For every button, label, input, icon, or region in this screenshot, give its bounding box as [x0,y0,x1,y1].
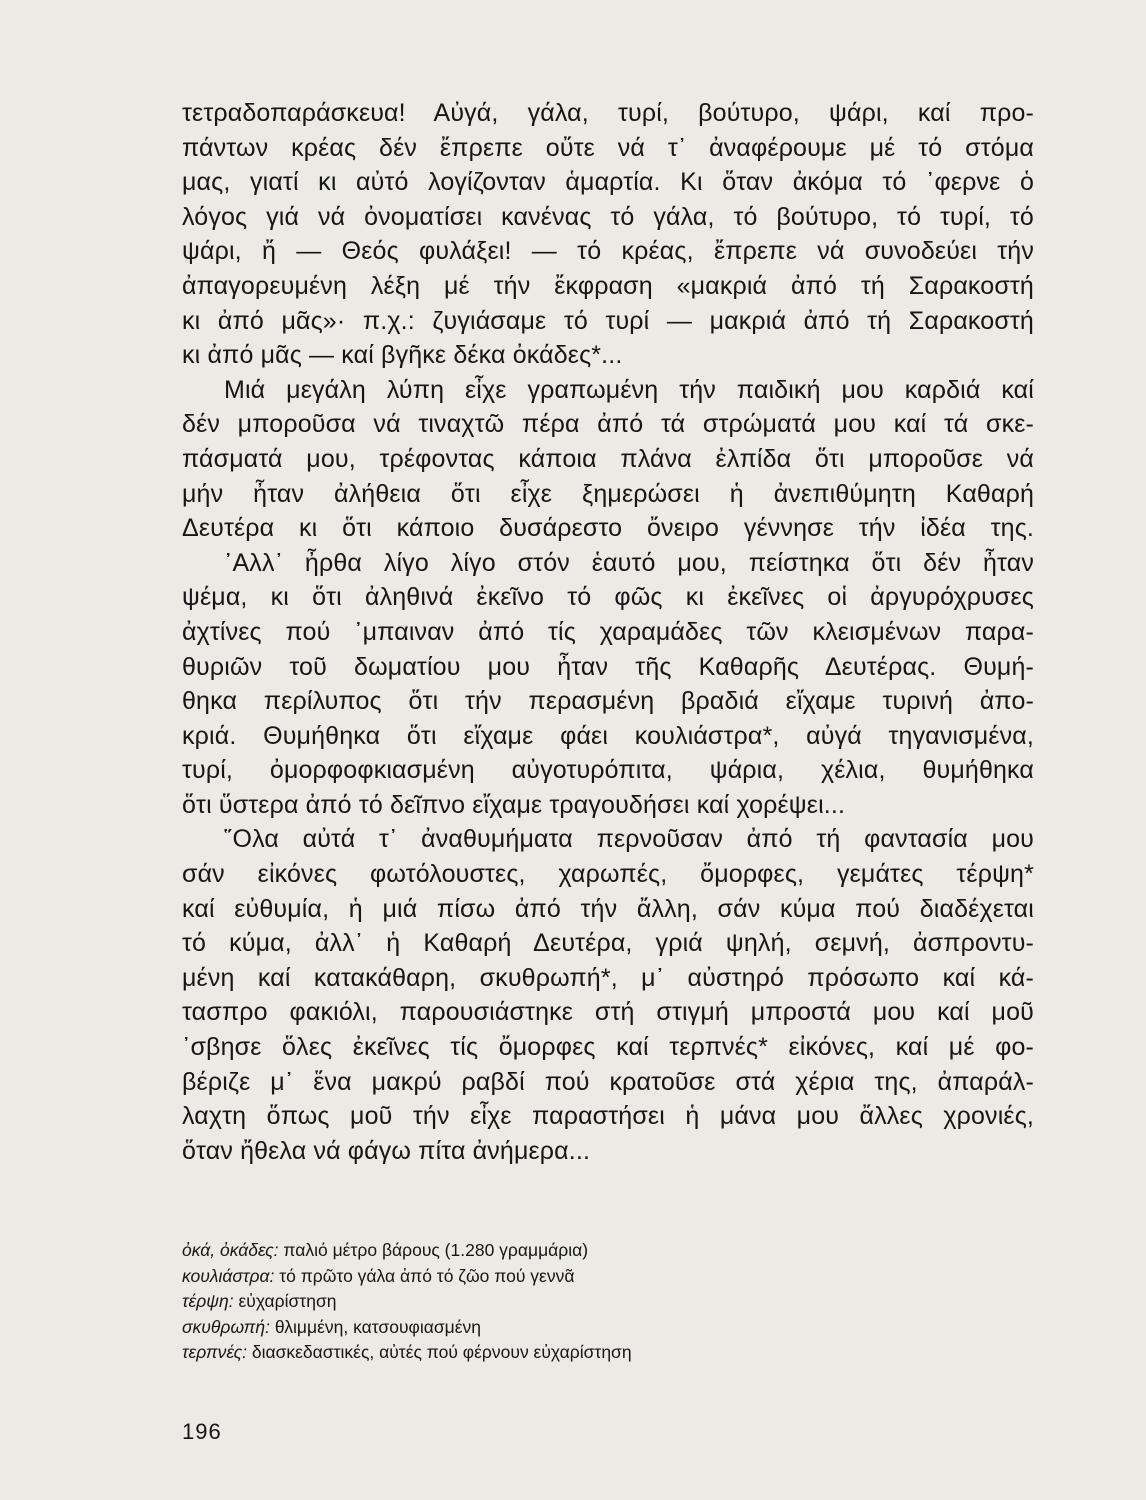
text-line: Μιά μεγάλη λύπη εἶχε γραπωμένη τήν παιδική μου καρδιά καί [224,375,1034,404]
footnote [182,1289,942,1315]
text-line: θυριῶν τοῦ δωματίου μου ἦταν τῆς Καθαρῆς Δευτέρας. Θυμή- [182,652,1034,681]
footnotes [182,1238,942,1366]
footnote-definition: διασκεδαστικές, αὐτές πού φέρνουν εὐχαρίστηση [251,1342,632,1362]
text-line: καί εὐθυμία, ἡ μιά πίσω ἀπό τήν ἄλλη, σάν κύμα πού διαδέχεται [182,894,1034,923]
text-line: ἀχτίνες πού ᾿μπαιναν ἀπό τίς χαραμάδες τῶν κλεισμένων παρα- [182,617,1034,646]
text-line: ἀπαγορευμένη λέξη μέ τήν ἔκφραση «μακριά ἀπό τή Σαρακοστή [182,271,1034,300]
text-line: σάν εἰκόνες φωτόλουστες, χαρωπές, ὄμορφες, γεμάτες τέρψη* [182,860,1034,889]
text-line: κι ἀπό μᾶς — καί βγῆκε δέκα ὀκάδες*... [182,341,623,370]
text-line: Δευτέρα κι ὅτι κάποιο δυσάρεστο ὄνειρο γέννησε τήν ἰδέα της. [182,514,1034,543]
text-line: τετραδοπαράσκευα! Αὐγά, γάλα, τυρί, βούτυρο, ψάρι, καί προ- [182,99,1034,127]
text-line: λόγος γιά νά ὀνοματίσει κανένας τό γάλα, τό βούτυρο, τό τυρί, τό [182,202,1034,231]
footnote [182,1340,942,1366]
body-text [182,96,1034,1168]
text-line: λαχτη ὅπως μοῦ τήν εἶχε παραστήσει ἡ μάνα μου ἄλλες χρονιές, [182,1102,1034,1131]
footnote-definition: θλιμμένη, κατσουφιασμένη [274,1316,482,1337]
text-line: ῞Ολα αὐτά τ᾿ ἀναθυμήματα περνοῦσαν ἀπό τή φαντασία μου [224,825,1034,854]
footnote-definition: τό πρῶτο γάλα ἀπό τό ζῶο πού γεννᾶ [279,1265,575,1286]
text-line: τασπρο φακιόλι, παρουσιάστηκε στή στιγμή μπροστά μου καί μοῦ [182,998,1034,1027]
text-line: πάσματά μου, τρέφοντας κάποια πλάνα ἐλπίδα ὅτι μποροῦσε νά [182,444,1034,473]
footnote-definition: εὐχαρίστηση [238,1291,337,1311]
text-line: τυρί, ὀμορφοφκιασμένη αὐγοτυρόπιτα, ψάρια, χέλια, θυμήθηκα [182,756,1034,785]
text-line: κριά. Θυμήθηκα ὅτι εἴχαμε φάει κουλιάστρα*, αὐγά τηγανισμένα, [182,721,1034,750]
footnote-term: τέρψη: [182,1291,234,1311]
text-line: ᾿Αλλ᾿ ἦρθα λίγο λίγο στόν ἑαυτό μου, πείστηκα ὅτι δέν ἦταν [224,548,1034,577]
text-line: κι ἀπό μᾶς»· π.χ.: ζυγιάσαμε τό τυρί — μακριά ἀπό τή Σαρακοστή [182,306,1034,335]
page-number: 196 [182,1419,222,1444]
footnote-definition: παλιό μέτρο βάρους (1.280 γραμμάρια) [283,1240,589,1260]
text-line: βέριζε μ᾿ ἕνα μακρύ ραβδί πού κρατοῦσε στά χέρια της, ἀπαράλ- [182,1067,1034,1096]
text-line: ᾿σβησε ὅλες ἐκεῖνες τίς ὄμορφες καί τερπνές* εἰκόνες, καί μέ φο- [182,1033,1034,1062]
footnote-term: σκυθρωπή: [182,1316,270,1337]
footnote-term: τερπνές: [182,1342,247,1362]
text-line: μήν ἦταν ἀλήθεια ὅτι εἶχε ξημερώσει ἡ ἀνεπιθύμητη Καθαρή [182,479,1034,508]
footnote-term: κουλιάστρα: [182,1265,275,1286]
text-line: τό κύμα, ἀλλ᾿ ἡ Καθαρή Δευτέρα, γριά ψηλή, σεμνή, ἀσπροντυ- [182,929,1034,958]
text-line: μας, γιατί κι αὐτό λογίζονταν ἁμαρτία. Κι ὅταν ἀκόμα τό ᾿φερνε ὁ [182,168,1034,197]
footnote [182,1315,942,1341]
footnote [182,1264,942,1290]
text-line: μένη καί κατακάθαρη, σκυθρωπή*, μ᾿ αὐστηρό πρόσωπο καί κά- [182,963,1034,992]
footnote [182,1238,942,1264]
text-line: δέν μποροῦσα νά τιναχτῶ πέρα ἀπό τά στρώματά μου καί τά σκε- [182,410,1034,439]
text-line: πάντων κρέας δέν ἔπρεπε οὔτε νά τ᾿ ἀναφέρουμε μέ τό στόμα [182,133,1034,162]
text-line: ὅτι ὕστερα ἀπό τό δεῖπνο εἴχαμε τραγουδήσει καί χορέψει... [182,790,846,819]
text-line: ψάρι, ἤ — Θεός φυλάξει! — τό κρέας, ἔπρεπε νά συνοδεύει τήν [182,237,1034,266]
text-line: ὅταν ἤθελα νά φάγω πίτα ἀνήμερα... [182,1136,591,1165]
text-line: θηκα περίλυπος ὅτι τήν περασμένη βραδιά εἴχαμε τυρινή ἀπο- [182,687,1034,716]
footnote-term: ὀκά, ὀκάδες: [182,1240,279,1260]
text-line: ψέμα, κι ὅτι ἀληθινά ἐκεῖνο τό φῶς κι ἐκεῖνες οἱ ἀργυρόχρυσες [182,583,1034,612]
